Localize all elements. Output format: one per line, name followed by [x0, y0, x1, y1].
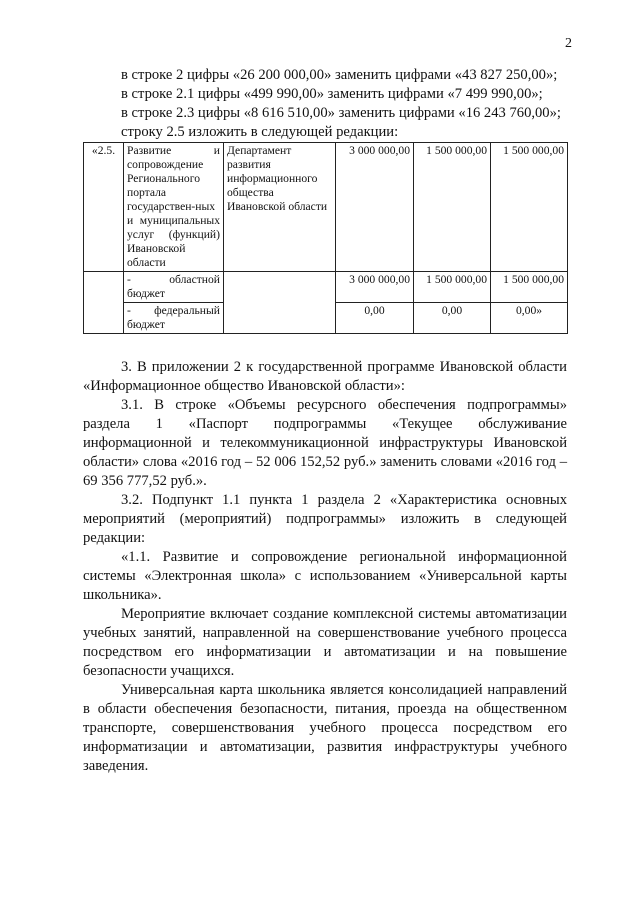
value-2015: 1 500 000,00 [414, 143, 491, 272]
executor-name: Департамент развития информационного общества Ивановской области [224, 143, 336, 272]
page-number: 2 [565, 36, 572, 51]
paragraph-1-1: «1.1. Развитие и сопровождение региональной информационной системы «Электронная школа» с использованием «Универсальной карты школьника». [83, 549, 567, 603]
paragraph-student-card: Универсальная карта школьника является консолидацией направлений в области обеспечения безопасности, питания, проезда на общественном транспорте, совершенствования учебного процесса посредством его информатизации и автоматизации, развития инфраструктуры учебного заведения. [83, 682, 567, 774]
paragraph-3: 3. В приложении 2 к государственной программе Ивановской области «Информационное общество Ивановской области»: [83, 359, 567, 394]
paragraph-line-2-1: в строке 2.1 цифры «499 990,00» заменить цифрами «7 499 990,00»; [121, 86, 543, 102]
table-row [84, 272, 568, 303]
paragraph-3-1: 3.1. В строке «Объемы ресурсного обеспечения подпрограммы» раздела 1 «Паспорт подпрограммы «Текущее обслуживание информационной и телекоммуникационной инфраструктуры Ивановской области» слова «2016 год – 52 006 152,52 руб.» заменить словами «2016 год – 69 356 777,52 руб.». [83, 397, 567, 489]
amendment-table [83, 142, 568, 334]
regional-value-1: 3 000 000,00 [336, 272, 414, 303]
row-number: «2.5. [84, 143, 124, 272]
paragraph-line-2: в строке 2 цифры «26 200 000,00» заменить цифрами «43 827 250,00»; [121, 67, 558, 83]
document-body [83, 66, 567, 776]
federal-value-1: 0,00 [336, 303, 414, 334]
federal-value-3: 0,00» [491, 303, 568, 334]
paragraph-line-2-3: в строке 2.3 цифры «8 616 510,00» заменить цифрами «16 243 760,00»; [121, 105, 561, 121]
regional-budget-label: - областной бюджет [124, 272, 224, 303]
federal-value-2: 0,00 [414, 303, 491, 334]
paragraph-line-2-5-intro: строку 2.5 изложить в следующей редакции: [121, 124, 399, 140]
table-row [84, 143, 568, 272]
empty-cell [224, 272, 336, 334]
regional-value-2: 1 500 000,00 [414, 272, 491, 303]
paragraph-activity: Мероприятие включает создание комплексной системы автоматизации учебных занятий, направленной на совершенствование учебного процесса посредством его информатизации и автоматизации и на повышение безопасности учащихся. [83, 606, 567, 679]
paragraph-3-2: 3.2. Подпункт 1.1 пункта 1 раздела 2 «Характеристика основных мероприятий (мероприятий) подпрограммы» изложить в следующей редакции: [83, 492, 567, 546]
regional-value-3: 1 500 000,00 [491, 272, 568, 303]
value-2014: 3 000 000,00 [336, 143, 414, 272]
activity-name: Развитие и сопровождение Регионального портала государствен-ных и муниципальных услуг (функций) Ивановской области [124, 143, 224, 272]
empty-cell [84, 272, 124, 334]
value-2016: 1 500 000,00 [491, 143, 568, 272]
federal-budget-label: - федеральный бюджет [124, 303, 224, 334]
